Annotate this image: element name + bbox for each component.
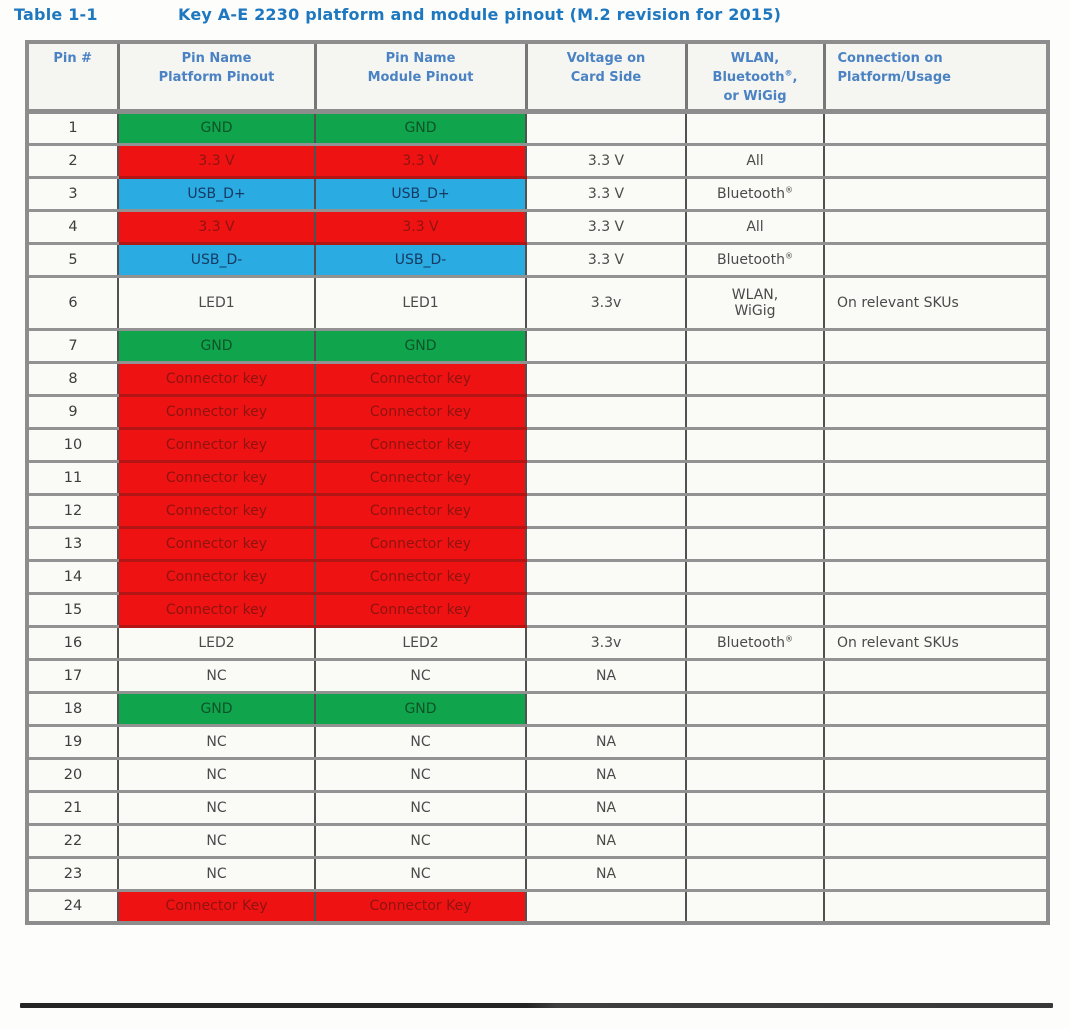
module-cell: NC — [315, 824, 526, 857]
pin-cell: 17 — [27, 659, 118, 692]
platform-cell: NC — [118, 725, 315, 758]
module-cell: Connector key — [315, 527, 526, 560]
voltage-cell — [526, 329, 686, 362]
pin-row-12 — [27, 494, 1048, 527]
pin-row-8 — [27, 362, 1048, 395]
connection-cell — [824, 395, 1048, 428]
wlan-cell — [686, 428, 824, 461]
voltage-cell: 3.3v — [526, 276, 686, 329]
module-cell: USB_D- — [315, 243, 526, 276]
module-cell: NC — [315, 725, 526, 758]
pin-cell: 20 — [27, 758, 118, 791]
wlan-cell — [686, 111, 824, 144]
pin-cell: 23 — [27, 857, 118, 890]
connection-cell — [824, 692, 1048, 725]
platform-cell: USB_D- — [118, 243, 315, 276]
platform-cell: Connector key — [118, 527, 315, 560]
platform-cell: GND — [118, 329, 315, 362]
voltage-cell: NA — [526, 758, 686, 791]
platform-cell: LED2 — [118, 626, 315, 659]
module-cell: GND — [315, 329, 526, 362]
wlan-cell — [686, 824, 824, 857]
module-cell: Connector key — [315, 560, 526, 593]
wlan-cell — [686, 758, 824, 791]
platform-cell: LED1 — [118, 276, 315, 329]
connection-cell — [824, 527, 1048, 560]
pin-cell: 6 — [27, 276, 118, 329]
platform-cell: NC — [118, 659, 315, 692]
bottom-rule — [20, 1003, 1053, 1008]
module-cell: Connector key — [315, 362, 526, 395]
connection-cell — [824, 560, 1048, 593]
module-cell: GND — [315, 111, 526, 144]
pin-cell: 14 — [27, 560, 118, 593]
connection-cell — [824, 243, 1048, 276]
module-cell: NC — [315, 758, 526, 791]
voltage-cell — [526, 461, 686, 494]
wlan-cell — [686, 857, 824, 890]
connection-cell — [824, 362, 1048, 395]
module-cell: Connector key — [315, 461, 526, 494]
wlan-cell — [686, 329, 824, 362]
module-cell: GND — [315, 692, 526, 725]
pin-row-4 — [27, 210, 1048, 243]
connection-cell — [824, 461, 1048, 494]
platform-cell: GND — [118, 692, 315, 725]
platform-cell: Connector key — [118, 362, 315, 395]
wlan-cell — [686, 791, 824, 824]
pin-cell: 22 — [27, 824, 118, 857]
pin-cell: 2 — [27, 144, 118, 177]
wlan-cell: Bluetooth® — [686, 177, 824, 210]
platform-cell: Connector key — [118, 428, 315, 461]
connection-cell — [824, 659, 1048, 692]
pin-row-22 — [27, 824, 1048, 857]
platform-cell: NC — [118, 758, 315, 791]
wlan-cell — [686, 362, 824, 395]
platform-cell: Connector key — [118, 461, 315, 494]
pin-cell: 9 — [27, 395, 118, 428]
pin-cell: 24 — [27, 890, 118, 923]
header-row — [27, 42, 1048, 111]
header-wlan: WLAN, Bluetooth®, or WiGig — [686, 42, 824, 111]
header-module: Pin Name Module Pinout — [315, 42, 526, 111]
connection-cell: On relevant SKUs — [824, 276, 1048, 329]
module-cell: Connector key — [315, 428, 526, 461]
connection-cell — [824, 725, 1048, 758]
connection-cell — [824, 177, 1048, 210]
wlan-cell: All — [686, 210, 824, 243]
voltage-cell — [526, 527, 686, 560]
pin-cell: 13 — [27, 527, 118, 560]
pin-row-11 — [27, 461, 1048, 494]
pin-cell: 1 — [27, 111, 118, 144]
wlan-cell — [686, 527, 824, 560]
voltage-cell: NA — [526, 725, 686, 758]
wlan-cell — [686, 593, 824, 626]
pin-cell: 19 — [27, 725, 118, 758]
module-cell: LED2 — [315, 626, 526, 659]
voltage-cell: NA — [526, 791, 686, 824]
connection-cell — [824, 210, 1048, 243]
module-cell: Connector key — [315, 395, 526, 428]
platform-cell: Connector key — [118, 395, 315, 428]
wlan-cell — [686, 560, 824, 593]
module-cell: 3.3 V — [315, 210, 526, 243]
voltage-cell — [526, 692, 686, 725]
pin-row-16 — [27, 626, 1048, 659]
pin-cell: 10 — [27, 428, 118, 461]
voltage-cell — [526, 494, 686, 527]
pin-cell: 8 — [27, 362, 118, 395]
voltage-cell — [526, 111, 686, 144]
wlan-cell: Bluetooth® — [686, 626, 824, 659]
header-pin: Pin # — [27, 42, 118, 111]
module-cell: NC — [315, 659, 526, 692]
wlan-cell: All — [686, 144, 824, 177]
pin-cell: 16 — [27, 626, 118, 659]
pin-row-15 — [27, 593, 1048, 626]
connection-cell — [824, 791, 1048, 824]
connection-cell — [824, 144, 1048, 177]
platform-cell: 3.3 V — [118, 210, 315, 243]
pin-cell: 4 — [27, 210, 118, 243]
platform-cell: USB_D+ — [118, 177, 315, 210]
pin-row-19 — [27, 725, 1048, 758]
pin-cell: 15 — [27, 593, 118, 626]
pin-cell: 3 — [27, 177, 118, 210]
module-cell: 3.3 V — [315, 144, 526, 177]
table-caption-title: Key A-E 2230 platform and module pinout (M.2 revision for 2015) — [178, 5, 782, 24]
wlan-cell: Bluetooth® — [686, 243, 824, 276]
pin-cell: 7 — [27, 329, 118, 362]
voltage-cell — [526, 560, 686, 593]
connection-cell: On relevant SKUs — [824, 626, 1048, 659]
pin-cell: 18 — [27, 692, 118, 725]
voltage-cell — [526, 428, 686, 461]
module-cell: USB_D+ — [315, 177, 526, 210]
wlan-cell: WLAN, WiGig — [686, 276, 824, 329]
wlan-cell — [686, 659, 824, 692]
module-cell: NC — [315, 791, 526, 824]
voltage-cell — [526, 362, 686, 395]
voltage-cell: 3.3 V — [526, 177, 686, 210]
voltage-cell — [526, 593, 686, 626]
pin-row-1 — [27, 111, 1048, 144]
pin-cell: 21 — [27, 791, 118, 824]
module-cell: LED1 — [315, 276, 526, 329]
table-caption — [14, 5, 1054, 31]
connection-cell — [824, 857, 1048, 890]
wlan-cell — [686, 461, 824, 494]
connection-cell — [824, 428, 1048, 461]
connection-cell — [824, 824, 1048, 857]
pin-cell: 5 — [27, 243, 118, 276]
platform-cell: Connector key — [118, 560, 315, 593]
platform-cell: GND — [118, 111, 315, 144]
connection-cell — [824, 890, 1048, 923]
connection-cell — [824, 758, 1048, 791]
platform-cell: NC — [118, 791, 315, 824]
pin-row-6 — [27, 276, 1048, 329]
voltage-cell: NA — [526, 659, 686, 692]
connection-cell — [824, 111, 1048, 144]
platform-cell: Connector key — [118, 593, 315, 626]
voltage-cell: 3.3 V — [526, 243, 686, 276]
platform-cell: 3.3 V — [118, 144, 315, 177]
platform-cell: NC — [118, 857, 315, 890]
voltage-cell: 3.3v — [526, 626, 686, 659]
pin-row-5 — [27, 243, 1048, 276]
pin-cell: 12 — [27, 494, 118, 527]
pin-row-3 — [27, 177, 1048, 210]
module-cell: NC — [315, 857, 526, 890]
platform-cell: NC — [118, 824, 315, 857]
wlan-cell — [686, 725, 824, 758]
connection-cell — [824, 494, 1048, 527]
pin-row-21 — [27, 791, 1048, 824]
pinout-table — [25, 40, 1050, 925]
voltage-cell — [526, 890, 686, 923]
voltage-cell: 3.3 V — [526, 210, 686, 243]
pin-row-10 — [27, 428, 1048, 461]
platform-cell: Connector key — [118, 494, 315, 527]
pin-row-13 — [27, 527, 1048, 560]
table-caption-number: Table 1-1 — [14, 5, 98, 24]
pinout-table-container — [25, 40, 1050, 925]
module-cell: Connector Key — [315, 890, 526, 923]
pin-row-23 — [27, 857, 1048, 890]
module-cell: Connector key — [315, 593, 526, 626]
pin-cell: 11 — [27, 461, 118, 494]
pin-row-14 — [27, 560, 1048, 593]
wlan-cell — [686, 890, 824, 923]
module-cell: Connector key — [315, 494, 526, 527]
header-platform: Pin Name Platform Pinout — [118, 42, 315, 111]
pin-row-18 — [27, 692, 1048, 725]
header-connection: Connection on Platform/Usage — [824, 42, 1048, 111]
pin-row-9 — [27, 395, 1048, 428]
pin-row-24 — [27, 890, 1048, 923]
platform-cell: Connector Key — [118, 890, 315, 923]
wlan-cell — [686, 395, 824, 428]
pin-row-2 — [27, 144, 1048, 177]
header-voltage: Voltage on Card Side — [526, 42, 686, 111]
pin-row-20 — [27, 758, 1048, 791]
connection-cell — [824, 593, 1048, 626]
voltage-cell: NA — [526, 857, 686, 890]
wlan-cell — [686, 692, 824, 725]
connection-cell — [824, 329, 1048, 362]
pin-row-17 — [27, 659, 1048, 692]
pin-row-7 — [27, 329, 1048, 362]
voltage-cell — [526, 395, 686, 428]
voltage-cell: NA — [526, 824, 686, 857]
wlan-cell — [686, 494, 824, 527]
voltage-cell: 3.3 V — [526, 144, 686, 177]
